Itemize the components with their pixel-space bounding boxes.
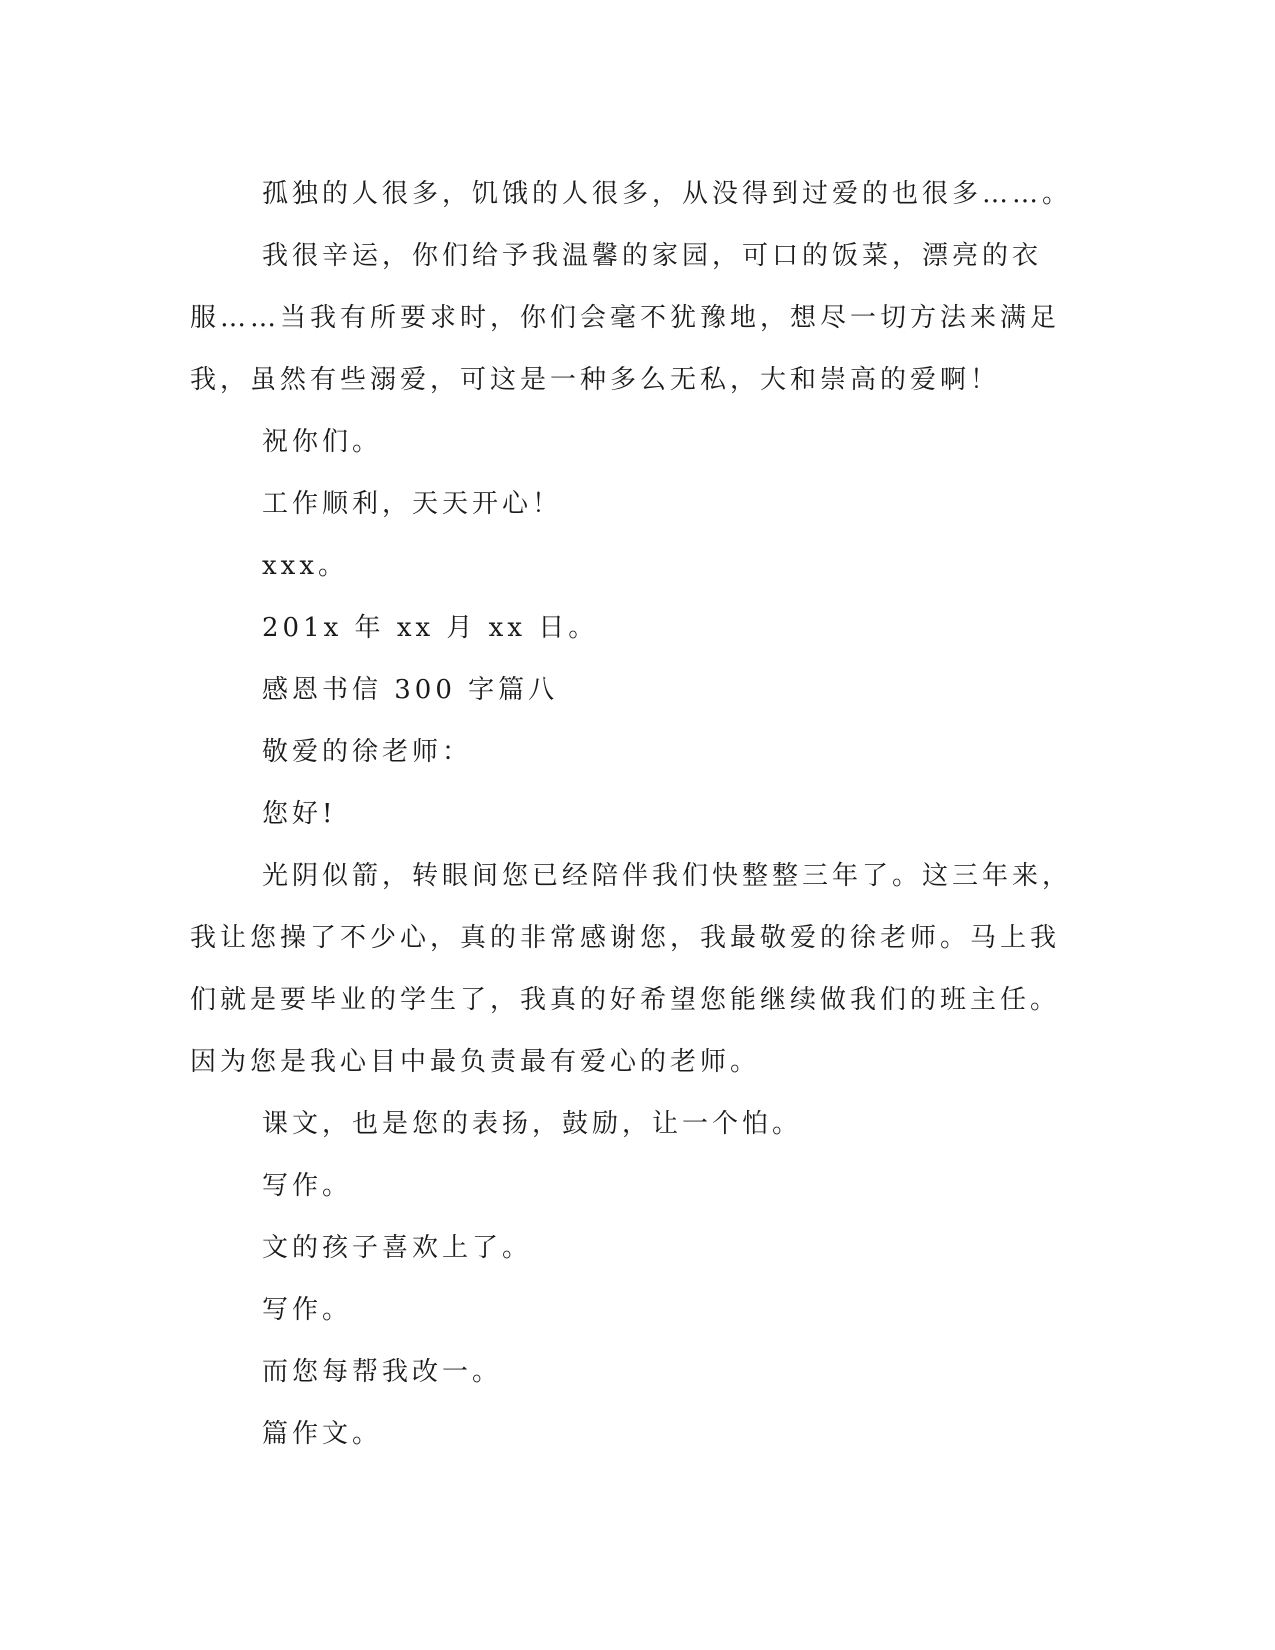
paragraph: 写作。: [262, 1295, 353, 1325]
paragraph: 而您每帮我改一。: [262, 1357, 503, 1387]
paragraph: 孤独的人很多，饥饿的人很多，从没得到过爱的也很多……。: [262, 179, 1073, 209]
paragraph: 工作顺利，天天开心！: [262, 489, 563, 519]
paragraph: 写作。: [262, 1171, 353, 1201]
greeting: 您好!: [262, 799, 337, 829]
date-line: 201x 年 xx 月 xx 日。: [262, 613, 599, 643]
document-body: [190, 163, 1090, 1465]
signature: xxx。: [262, 551, 348, 581]
paragraph: 课文，也是您的表扬，鼓励，让一个怕。: [262, 1109, 803, 1139]
paragraph: 光阴似箭，转眼间您已经陪伴我们快整整三年了。这三年来，我让您操了不少心，真的非常感谢您，我最敬爱的徐老师。马上我们就是要毕业的学生了，我真的好希望您能继续做我们的班主任。因为您是我心目中最负责最有爱心的老师。: [190, 861, 1073, 1077]
paragraph: 篇作文。: [262, 1419, 383, 1449]
salutation: 敬爱的徐老师：: [262, 737, 473, 767]
paragraph: 祝你们。: [262, 427, 383, 457]
paragraph: 我很辛运，你们给予我温馨的家园，可口的饭菜，漂亮的衣服……当我有所要求时，你们会毫不犹豫地，想尽一切方法来满足我，虽然有些溺爱，可这是一种多么无私，大和崇高的爱啊！: [190, 241, 1061, 395]
section-heading: 感恩书信 300 字篇八: [262, 675, 559, 705]
paragraph: 文的孩子喜欢上了。: [262, 1233, 533, 1263]
